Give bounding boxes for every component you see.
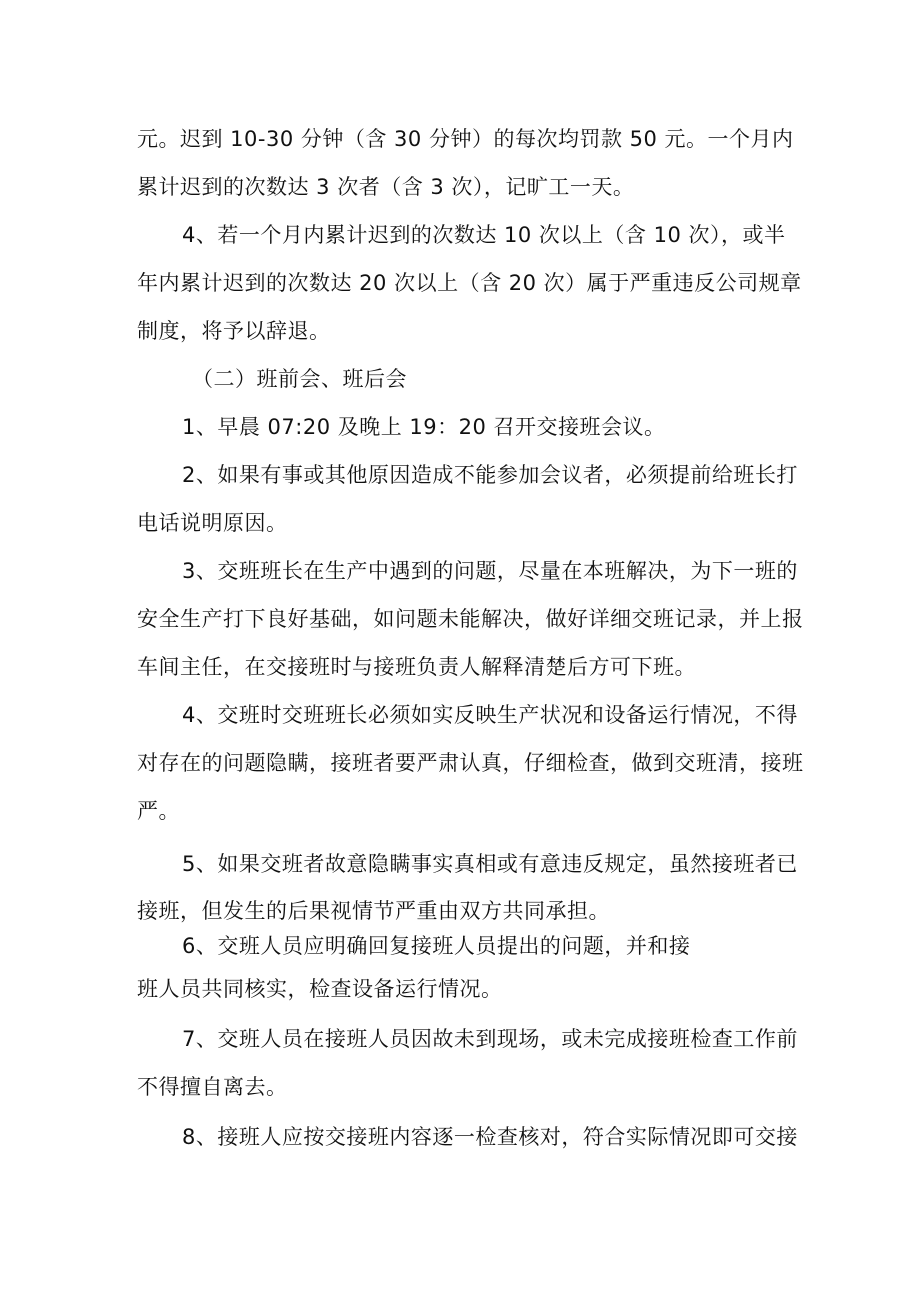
section-heading: （二）班前会、班后会 [192, 367, 407, 391]
text-line-21: 不得擅自离去。 [137, 1075, 288, 1099]
text-line-11: 安全生产打下良好基础，如问题未能解决，做好详细交班记录，并上报 [137, 607, 804, 631]
text-line-5: 制度，将予以辞退。 [137, 319, 331, 343]
text-line-12: 车间主任，在交接班时与接班负责人解释清楚后方可下班。 [137, 655, 696, 679]
text-line-4: 年内累计迟到的次数达 20 次以上（含 20 次）属于严重违反公司规章 [137, 271, 802, 295]
text-line-15: 严。 [137, 799, 180, 823]
text-line-9: 电话说明原因。 [137, 511, 288, 535]
text-line-18: 6、交班人员应明确回复接班人员提出的问题，并和接 [182, 934, 691, 958]
text-line-3: 4、若一个月内累计迟到的次数达 10 次以上（含 10 次），或半 [182, 223, 786, 247]
text-line-2: 累计迟到的次数达 3 次者（含 3 次），记旷工一天。 [137, 175, 635, 199]
text-line-7: 1、早晨 07:20 及晚上 19：20 召开交接班会议。 [182, 415, 666, 439]
text-line-22: 8、接班人应按交接班内容逐一检查核对，符合实际情况即可交接 [182, 1125, 798, 1149]
text-line-10: 3、交班班长在生产中遇到的问题，尽量在本班解决，为下一班的 [182, 559, 798, 583]
text-line-17: 接班，但发生的后果视情节严重由双方共同承担。 [137, 899, 610, 923]
text-line-13: 4、交班时交班班长必须如实反映生产状况和设备运行情况，不得 [182, 703, 798, 727]
text-line-1: 元。迟到 10-30 分钟（含 30 分钟）的每次均罚款 50 元。一个月内 [137, 127, 794, 151]
text-line-20: 7、交班人员在接班人员因故未到现场，或未完成接班检查工作前 [182, 1027, 798, 1051]
text-line-14: 对存在的问题隐瞒，接班者要严肃认真，仔细检查，做到交班清，接班 [137, 751, 804, 775]
text-line-16: 5、如果交班者故意隐瞒事实真相或有意违反规定，虽然接班者已 [182, 852, 798, 876]
text-line-8: 2、如果有事或其他原因造成不能参加会议者，必须提前给班长打 [182, 463, 798, 487]
text-line-19: 班人员共同核实，检查设备运行情况。 [137, 977, 503, 1001]
